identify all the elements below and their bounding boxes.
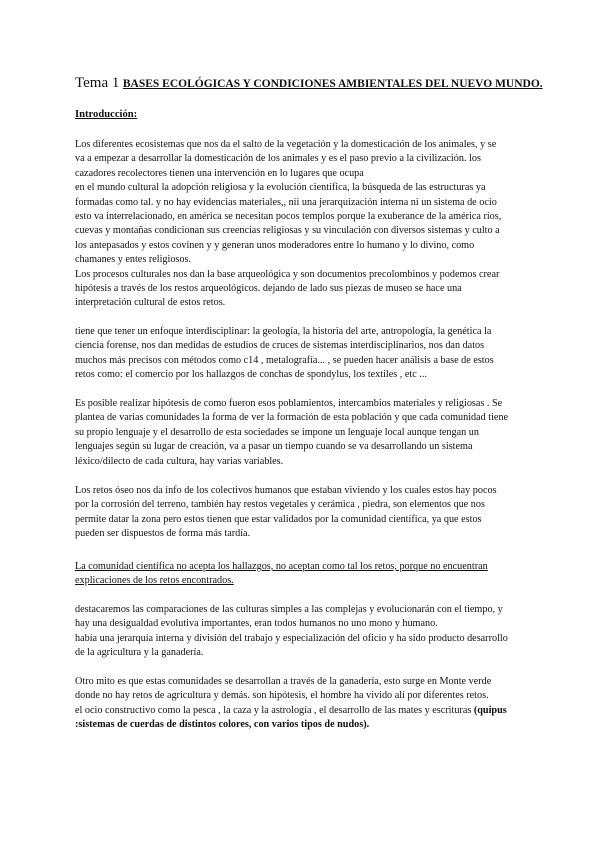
topic-heading: BASES ECOLÓGICAS Y CONDICIONES AMBIENTALES DEL NUEVO MUNDO. xyxy=(122,78,543,90)
text-line: Los diferentes ecosistemas que nos da el salto de la vegetación y la domesticación de los animales, y se xyxy=(75,139,497,150)
paragraph-2 xyxy=(75,325,545,383)
text-line: pueden ser dispuestos de forma más tardía. xyxy=(75,528,251,540)
paragraph-4 xyxy=(75,484,545,542)
text-line: había una jerarquía interna y división del trabajo y especialización del oficio y ha sido producto desarrollo xyxy=(75,632,508,644)
text-line: hipótesis a través de los restos arqueológicos. dejando de lado sus piezas de museo se hace una xyxy=(75,282,462,294)
paragraph-3 xyxy=(75,397,545,469)
text-line: en el mundo cultural la adopción religiosa y la evolución científica, la búsqueda de las estructuras ya xyxy=(75,182,486,194)
text-line: ciencia forense, nos dan medidas de estudios de cruces de sistemas interdisciplinarios, nos dan datos xyxy=(75,340,485,352)
text-line: plantea de varias comunidades la forma de ver la formación de esta población y que cada comunidad tiene xyxy=(75,412,509,424)
text-line: Los retos óseo nos da info de los colectivos humanos que estaban viviendo y los cuales estos hay pocos xyxy=(75,485,497,496)
underlined-text-line: La comunidad científica no acepta los hallazgos, no aceptan como tal los retos, porque no encuentran xyxy=(75,561,488,572)
text-line: destacaremos las comparaciones de las culturas simples a las complejas y evolucionarán con el tiempo, y xyxy=(75,604,503,615)
document-title xyxy=(75,75,543,92)
text-line: esto va interrelacionado, en américa se necesitan pocos templos porque la exuberance de la américa rios, xyxy=(75,210,502,222)
text-line: por la corrosión del terreno, también hay restos vegetales y cerámica , piedra, son elementos que nos xyxy=(75,499,485,511)
bold-text-line: :sistemas de cuerdas de distintos colores, con varios tipos de nudos). xyxy=(75,719,370,731)
bold-phrase: (quipus xyxy=(473,704,507,716)
text-line xyxy=(75,704,545,718)
paragraph-1 xyxy=(75,138,545,311)
text-line: de la agricultura y la ganadería. xyxy=(75,647,204,659)
paragraph-7 xyxy=(75,675,545,733)
text-line: chamanes y entes religiosos. xyxy=(75,254,191,266)
paragraph-5-underlined xyxy=(75,560,545,589)
text-line: permite datar la zona pero estos tienen que estar validados por la comunidad científica, ya que estos xyxy=(75,513,482,525)
text-line: cuevas y montañas condicionan sus creencias religiosas y su vinculación con diversos sistemas y culto a xyxy=(75,225,500,237)
text-line: va a empezar a desarrollar la domesticación de los animales y es el paso previo a la civilización. los xyxy=(75,153,481,165)
text-line: Los procesos culturales nos dan la base arqueológica y son documentos precolombinos y podemos crear xyxy=(75,268,500,280)
text-line: muchos más precisos con métodos como c14 , metalografía... , se pueden hacer análisis a base de estos xyxy=(75,354,494,366)
text-line: Otro mito es que estas comunidades se desarrollan a través de la ganadería, esto surge en Monte verde xyxy=(75,676,492,687)
topic-number: Tema 1 xyxy=(75,75,120,91)
text-line: léxico/dilecto de cada cultura, hay varias variables. xyxy=(75,455,284,467)
text-line: donde no hay retos de agricultura y demás. son hipótesis, el hombre ha vivido alí por diferentes retos. xyxy=(75,690,489,702)
text-line: cazadores recolectores tienen una intervención en lo lugares que ocupa xyxy=(75,167,364,179)
text-line: formadas como tal. y no hay evidencias materiales,, nii una jerarquización interna ni un sistema de ocio xyxy=(75,196,497,208)
text-line: su propio lenguaje y el desarrollo de esta sociedades se impone un lenguaje local aunque tengan un xyxy=(75,426,479,438)
text-line: Es posible realizar hipótesis de como fueron esos poblamientos, intercambios materiales y religiosas . Se xyxy=(75,398,503,409)
text-line: retos como: el comercio por los hallazgos de conchas de spondylus, los textiles , etc ... xyxy=(75,369,427,381)
paragraph-6 xyxy=(75,603,545,661)
text-line: lenguajes según su lugar de creación, va a pasar un tiempo cuando se va desarrollando un sistema xyxy=(75,441,473,453)
text-line: los antepasados y estos covinen y y generan unos moderadores entre lo humano y lo divino, como xyxy=(75,239,475,251)
introduction-heading: Introducción: xyxy=(75,109,138,120)
text-line: tiene que tener un enfoque interdisciplinar: la geología, la historia del arte, antropología, la genética la xyxy=(75,326,492,337)
text-segment: el ocio constructivo como la pesca , la caza y la astrología , el desarrollo de las mates y escrituras xyxy=(75,704,472,716)
underlined-text-line: explicaciones de los retos encontrados. xyxy=(75,575,234,587)
text-line: hay una desigualdad evolutiva importantes, eran todos humanos no uno mono y humano. xyxy=(75,618,438,630)
text-line: interpretación cultural de estos retos. xyxy=(75,297,226,309)
